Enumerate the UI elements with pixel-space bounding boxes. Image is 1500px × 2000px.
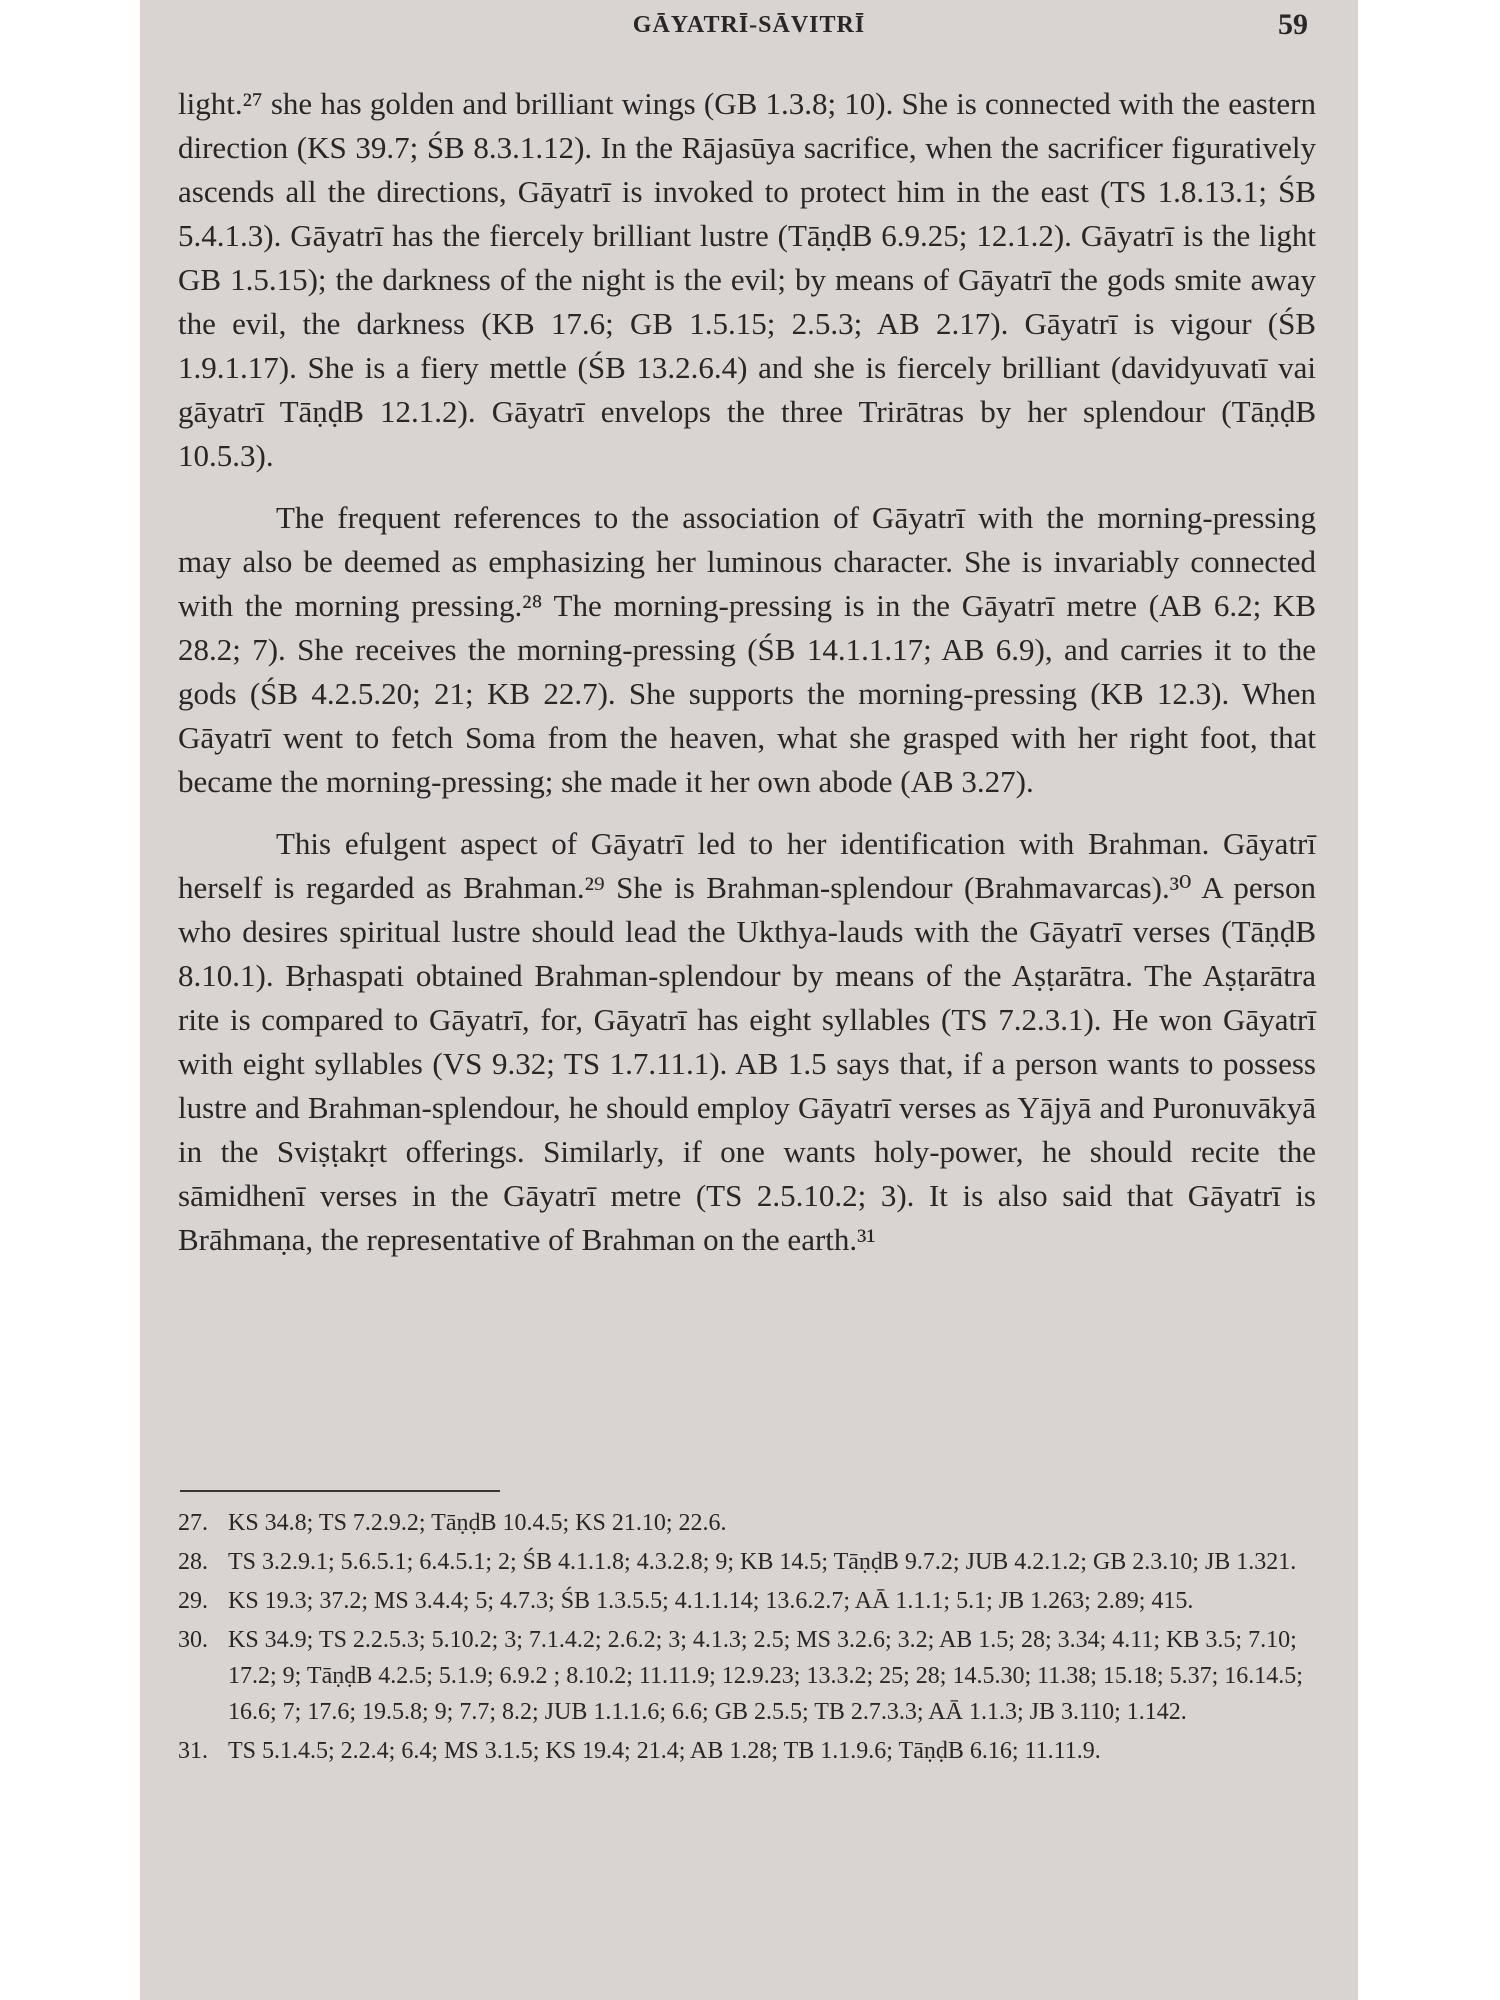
footnote-text: KS 34.9; TS 2.2.5.3; 5.10.2; 3; 7.1.4.2; 2.6.2; 3; 4.1.3; 2.5; MS 3.2.6; 3.2; AB 1.5; 28; 3.34; 4.11; KB 3.5; 7.10; 17.2; 9; TāṇḍB 4.2.5; 5.1.9; 6.9.2 ; 8.10.2; 11.11.9; 12.9.23; 13.3.2; 25; 28; 14.5.30; 11.38; 15.18; 5.37; 16.14.5; 16.6; 7; 17.6; 19.5.8; 9; 7.7; 8.2; JUB 1.1.1.6; 6.6; GB 2.5.5; TB 2.7.3.3; AĀ 1.1.3; JB 3.110; 1.142. <box>228 1627 1303 1725</box>
footnote <box>178 1505 1316 1541</box>
footnote-number: 31. <box>178 1738 208 1764</box>
book-page <box>140 0 1358 2000</box>
footnote-number: 29. <box>178 1588 208 1614</box>
footnote <box>178 1622 1316 1730</box>
footnote-separator <box>180 1490 500 1492</box>
running-head-title: GĀYATRĪ-SĀVITRĪ <box>632 12 866 38</box>
footnote-text: KS 34.8; TS 7.2.9.2; TāṇḍB 10.4.5; KS 21.10; 22.6. <box>228 1510 727 1536</box>
footnote-text: TS 5.1.4.5; 2.2.4; 6.4; MS 3.1.5; KS 19.4; 21.4; AB 1.28; TB 1.1.9.6; TāṇḍB 6.16; 11.11.9. <box>228 1738 1101 1764</box>
footnote-text: KS 19.3; 37.2; MS 3.4.4; 5; 4.7.3; ŚB 1.3.5.5; 4.1.1.14; 13.6.2.7; AĀ 1.1.1; 5.1; JB 1.263; 2.89; 415. <box>228 1588 1194 1614</box>
footnote <box>178 1583 1316 1619</box>
footnote-number: 28. <box>178 1549 208 1575</box>
paragraph: light.²⁷ she has golden and brilliant wings (GB 1.3.8; 10). She is connected with the eastern direction (KS 39.7; ŚB 8.3.1.12). In the Rājasūya sacrifice, when the sacrificer figuratively ascends all the directions, Gāyatrī is invoked to protect him in the east (TS 1.8.13.1; ŚB 5.4.1.3). Gāyatrī has the fiercely brilliant lustre (TāṇḍB 6.9.25; 12.1.2). Gāyatrī is the light GB 1.5.15); the darkness of the night is the evil; by means of Gāyatrī the gods smite away the evil, the darkness (KB 17.6; GB 1.5.15; 2.5.3; AB 2.17). Gāyatrī is vigour (ŚB 1.9.1.17). She is a fiery mettle (ŚB 13.2.6.4) and she is fiercely brilliant (davidyuvatī vai gāyatrī TāṇḍB 12.1.2). Gāyatrī envelops the three Trirātras by her splendour (TāṇḍB 10.5.3). <box>178 86 1316 473</box>
footnote-number: 30. <box>178 1627 208 1653</box>
running-head <box>140 8 1358 48</box>
footnote-text: TS 3.2.9.1; 5.6.5.1; 6.4.5.1; 2; ŚB 4.1.1.8; 4.3.2.8; 9; KB 14.5; TāṇḍB 9.7.2; JUB 4.2.1.2; GB 2.3.10; JB 1.321. <box>228 1549 1297 1575</box>
page-number: 59 <box>1278 8 1308 41</box>
paragraph: The frequent references to the association of Gāyatrī with the morning-pressing may also be deemed as emphasizing her luminous character. She is invariably connected with the morning pressing.²⁸ The morning-pressing is in the Gāyatrī metre (AB 6.2; KB 28.2; 7). She receives the morning-pressing (ŚB 14.1.1.17; AB 6.9), and carries it to the gods (ŚB 4.2.5.20; 21; KB 22.7). She supports the morning-pressing (KB 12.3). When Gāyatrī went to fetch Soma from the heaven, what she grasped with her right foot, that became the morning-pressing; she made it her own abode (AB 3.27). <box>178 500 1316 799</box>
body-text <box>178 82 1316 1262</box>
footnote <box>178 1544 1316 1580</box>
footnote-number: 27. <box>178 1510 208 1536</box>
footnotes <box>178 1505 1316 1772</box>
paragraph: This efulgent aspect of Gāyatrī led to her identification with Brahman. Gāyatrī herself is regarded as Brahman.²⁹ She is Brahman-splendour (Brahmavarcas).³⁰ A person who desires spiritual lustre should lead the Ukthya-lauds with the Gāyatrī verses (TāṇḍB 8.10.1). Bṛhaspati obtained Brahman-splendour by means of the Aṣṭarātra. The Aṣṭarātra rite is compared to Gāyatrī, for, Gāyatrī has eight syllables (TS 7.2.3.1). He won Gāyatrī with eight syllables (VS 9.32; TS 1.7.11.1). AB 1.5 says that, if a person wants to possess lustre and Brahman-splendour, he should employ Gāyatrī verses as Yājyā and Puronuvākyā in the Sviṣṭakṛt offerings. Similarly, if one wants holy-power, he should recite the sāmidhenī verses in the Gāyatrī metre (TS 2.5.10.2; 3). It is also said that Gāyatrī is Brāhmaṇa, the representative of Brahman on the earth.³¹ <box>178 826 1316 1257</box>
footnote <box>178 1733 1316 1769</box>
